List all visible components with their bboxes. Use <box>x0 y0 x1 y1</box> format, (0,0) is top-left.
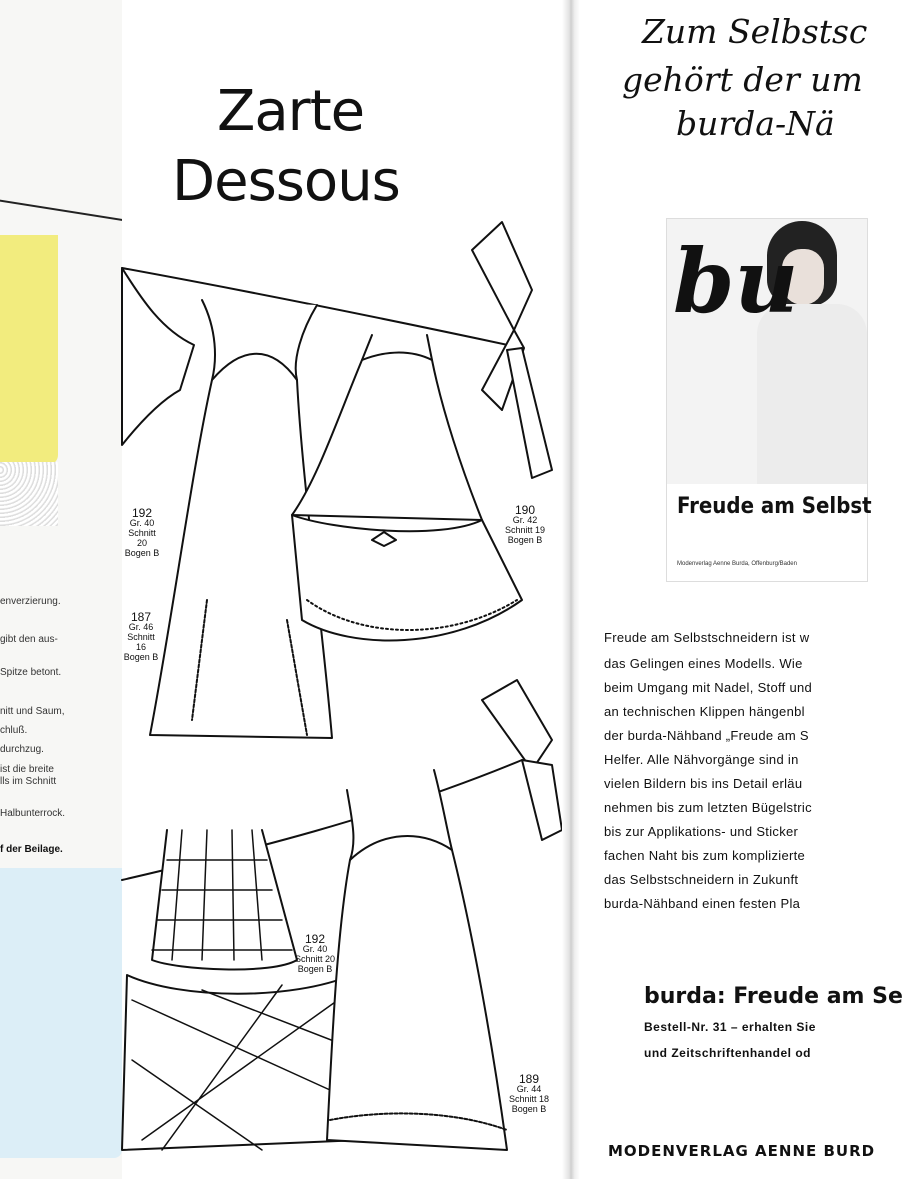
ad-publisher-small: Modenverlag Aenne Burda, Offenburg/Baden <box>677 561 797 567</box>
publisher-name: MODENVERLAG AENNE BURD <box>608 1142 876 1160</box>
model-label-192b: 192 Gr. 40 Schnitt 20 Bogen B <box>294 932 336 974</box>
body-text-line: Helfer. Alle Nähvorgänge sind in <box>604 752 799 767</box>
illustration-page <box>122 0 562 1179</box>
blue-petticoat-illustration <box>0 868 122 1158</box>
book-title: burda: Freude am Se <box>644 984 903 1009</box>
strip-text: f der Beilage. <box>0 844 63 855</box>
clothesline-top <box>122 268 522 348</box>
strip-text: durchzug. <box>0 744 44 755</box>
clothesline <box>0 198 138 223</box>
model-label-189: 189 Gr. 44 Schnitt 18 Bogen B <box>508 1072 550 1114</box>
body-text-line: Freude am Selbstschneidern ist w <box>604 630 810 645</box>
strip-text: ist die breite <box>0 764 54 775</box>
body-text-line: vielen Bildern bis ins Detail erläu <box>604 776 803 791</box>
strip-text: Halbunterrock. <box>0 808 66 819</box>
strip-text: enverzierung. <box>0 596 61 607</box>
lingerie-illustration <box>122 0 562 1179</box>
body-text-line: das Selbstschneidern in Zukunft <box>604 872 799 887</box>
strip-text: chluß. <box>0 725 28 736</box>
model-label-190: 190 Gr. 42 Schnitt 19 Bogen B <box>504 503 546 545</box>
headline-line1: Zum Selbstsc <box>642 12 868 51</box>
ad-slogan: Freude am Selbst <box>677 494 872 519</box>
body-text-line: burda-Nähband einen festen Pla <box>604 896 801 911</box>
page-gutter <box>562 0 580 1179</box>
headline-line2: gehört der um <box>622 60 863 99</box>
model-label-187: 187 Gr. 46 Schnitt 16 Bogen B <box>123 610 159 662</box>
burda-logo: bu <box>673 229 799 333</box>
strip-text: gibt den aus- <box>0 634 58 645</box>
strip-text: lls im Schnitt <box>0 776 57 787</box>
strip-text: Spitze betont. <box>0 667 62 678</box>
body-text-line: an technischen Klippen hängenbl <box>604 704 805 719</box>
strip-text: nitt und Saum, <box>0 706 65 717</box>
body-text-line: bis zur Applikations- und Sticker <box>604 824 799 839</box>
page-title-line1: Zarte <box>217 79 365 144</box>
order-line: und Zeitschriftenhandel od <box>644 1046 812 1060</box>
body-text-line: beim Umgang mit Nadel, Stoff und <box>604 680 813 695</box>
body-text-line: nehmen bis zum letzten Bügelstric <box>604 800 812 815</box>
body-text-line: der burda-Nähband „Freude am S <box>604 728 809 743</box>
lace-hem <box>0 462 58 526</box>
body-text-line: fachen Naht bis zum komplizierte <box>604 848 806 863</box>
adjacent-page-strip <box>0 0 122 1179</box>
model-label-192: 192 Gr. 40 Schnitt 20 Bogen B <box>124 506 160 558</box>
headline-line3: burda-Nä <box>676 104 835 143</box>
order-line: Bestell-Nr. 31 – erhalten Sie <box>644 1020 816 1034</box>
book-advertisement <box>666 218 872 582</box>
page-title-line2: Dessous <box>172 149 400 214</box>
body-text-line: das Gelingen eines Modells. Wie <box>604 656 803 671</box>
yellow-slip-illustration <box>0 235 58 465</box>
advertisement-page <box>580 0 903 1179</box>
